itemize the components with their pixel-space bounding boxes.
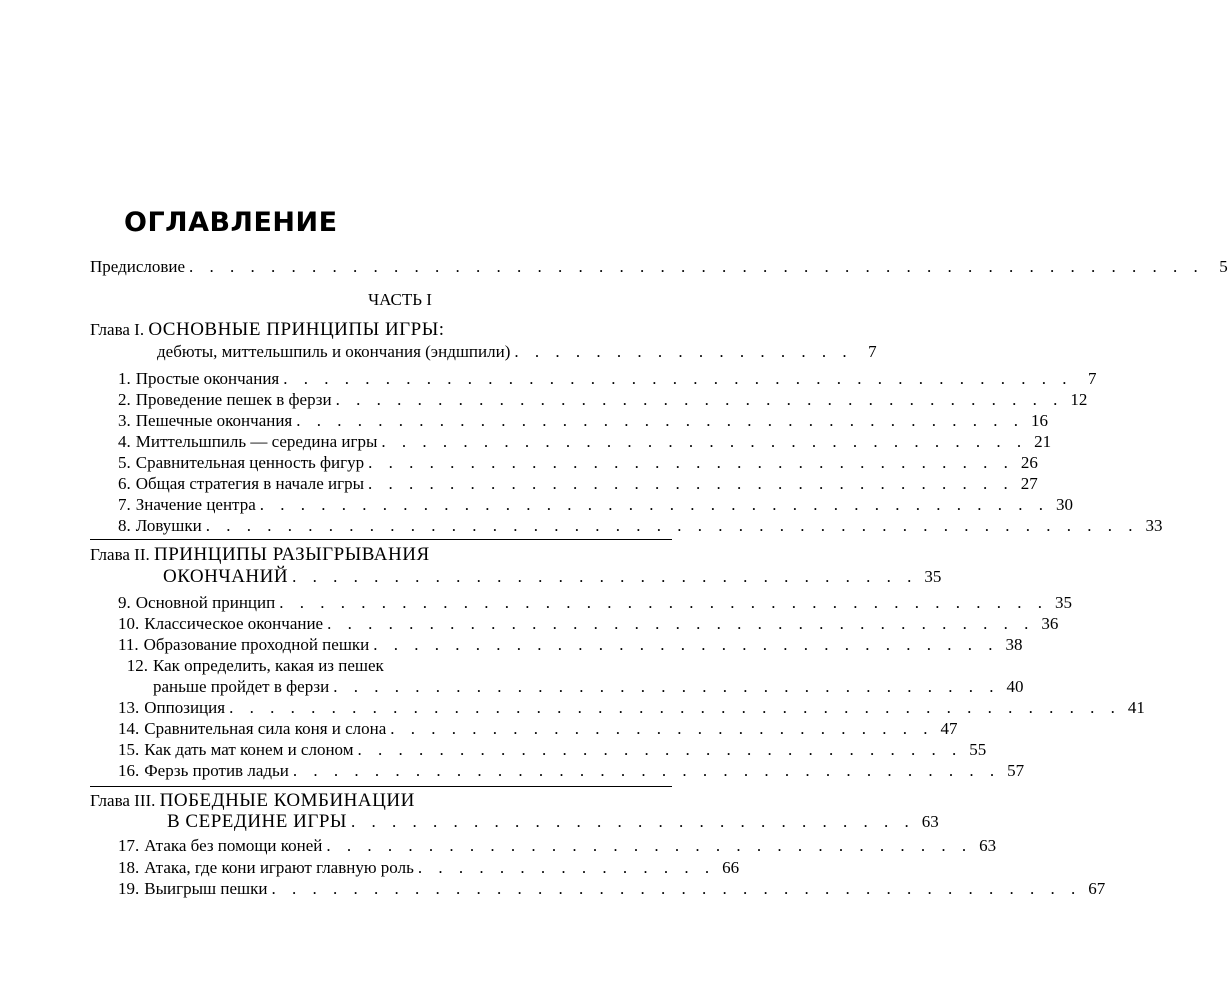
chapter-label: Глава III. — [90, 791, 156, 810]
leader-dots: . . . . . . . . . . . . . . . . . . . . . . . . . . . — [390, 719, 934, 738]
page-number: 63 — [979, 836, 997, 855]
entry-number: 12. — [126, 656, 148, 675]
leader-dots: . . . . . . . . . . . . . . . . . . . . . . . . . . . . . . . — [373, 635, 999, 654]
chapter-label: Глава II. — [90, 545, 150, 564]
leader-dots: . . . . . . . . . . . . . . . . . . . . . . . . . . . . . . . . . . . — [292, 761, 1001, 780]
entry-title: Предисловие — [90, 257, 186, 276]
entry-title: Ферзь против ладьи — [144, 761, 289, 780]
entry-title: Оппозиция — [144, 698, 226, 717]
entry-number: 1. — [118, 369, 131, 388]
page-number: 21 — [1034, 432, 1052, 451]
entry-title: Атака без помощи коней — [144, 836, 323, 855]
leader-dots: . . . . . . . . . . . . . . . — [417, 858, 716, 877]
leader-dots: . . . . . . . . . . . . . . . . . . . . . . . . . . . . . . . . — [368, 453, 1014, 472]
toc-heading: ОГЛАВЛЕНИЕ — [124, 207, 338, 238]
entry-number: 11. — [118, 635, 139, 654]
leader-dots: . . . . . . . . . . . . . . . . . . . . . . . . . . . . — [350, 812, 915, 831]
toc-entry[interactable] — [118, 515, 1163, 537]
entry-number: 4. — [118, 432, 131, 451]
chapter-heading — [90, 543, 430, 567]
leader-dots: . . . . . . . . . . . . . . . . . . . . . . . . . . . . . . . . . . . . . . — [279, 593, 1048, 612]
chapter-label: Глава I. — [90, 320, 145, 339]
leader-dots: . . . . . . . . . . . . . . . . . . . . . . . . . . . . . . . . . . . . . . . . — [271, 879, 1082, 898]
divider — [90, 539, 672, 540]
toc-entry-chapter-title[interactable] — [167, 810, 939, 834]
leader-dots: . . . . . . . . . . . . . . . . . . . . . . . . . . . . . . . . . — [333, 677, 1000, 696]
toc-entry-continued[interactable] — [153, 676, 1024, 698]
toc-entry[interactable] — [118, 857, 740, 879]
toc-entry-multiline[interactable] — [118, 655, 672, 677]
entry-number: 19. — [118, 879, 140, 898]
chapter-heading — [90, 318, 445, 342]
toc-entry[interactable] — [118, 718, 958, 740]
leader-dots: . . . . . . . . . . . . . . . . . . . . . . . . . . . . . . . . . . . . . . . . . . . . — [229, 698, 1121, 717]
toc-entry[interactable] — [118, 410, 1049, 432]
leader-dots: . . . . . . . . . . . . . . . . . . . . . . . . . . . . . . . . — [381, 432, 1028, 451]
entry-number: 16. — [118, 761, 140, 780]
chapter-title: ОСНОВНЫЕ ПРИНЦИПЫ ИГРЫ: — [148, 319, 445, 340]
entry-title: Значение центра — [135, 495, 256, 514]
leader-dots: . . . . . . . . . . . . . . . . . . . . . . . . . . . . . . . . — [368, 474, 1014, 493]
page-number: 63 — [921, 812, 939, 831]
page-number: 33 — [1145, 516, 1163, 535]
chapter-title: ПОБЕДНЫЕ КОМБИНАЦИИ — [159, 790, 415, 811]
page-number: 7 — [868, 342, 877, 361]
entry-number: 7. — [118, 495, 131, 514]
page-number: 12 — [1070, 390, 1088, 409]
page-number: 40 — [1006, 677, 1024, 696]
page-number: 5 — [1219, 257, 1228, 276]
entry-title: Как определить, какая из пешек — [153, 656, 384, 675]
toc-entry[interactable] — [118, 835, 997, 857]
entry-title: Общая стратегия в начале игры — [135, 474, 365, 493]
page-number: 67 — [1088, 879, 1106, 898]
leader-dots: . . . . . . . . . . . . . . . . . . . . . . . . . . . . . . . . . . . . — [335, 390, 1064, 409]
entry-number: 9. — [118, 593, 131, 612]
entry-number: 17. — [118, 836, 140, 855]
chapter-title: ПРИНЦИПЫ РАЗЫГРЫВАНИЯ — [154, 544, 430, 565]
page-number: 35 — [1054, 593, 1072, 612]
page-number: 36 — [1041, 614, 1059, 633]
toc-entry[interactable] — [118, 368, 1097, 390]
entry-number: 18. — [118, 858, 140, 877]
entry-number: 5. — [118, 453, 131, 472]
page-number: 26 — [1020, 453, 1038, 472]
toc-entry-chapter-subtitle[interactable] — [157, 341, 877, 363]
entry-title: Миттельшпиль — середина игры — [135, 432, 378, 451]
leader-dots: . . . . . . . . . . . . . . . . . . . . . . . . . . . . . . . . — [326, 836, 973, 855]
leader-dots: . . . . . . . . . . . . . . . . . . . . . . . . . . . . . . — [357, 740, 963, 759]
entry-title: Сравнительная сила коня и слона — [144, 719, 387, 738]
toc-entry[interactable] — [118, 613, 1059, 635]
entry-number: 6. — [118, 474, 131, 493]
entry-title: Образование проходной пешки — [143, 635, 370, 654]
toc-entry[interactable] — [118, 739, 987, 761]
page-number: 47 — [940, 719, 958, 738]
leader-dots: . . . . . . . . . . . . . . . . . . . . . . . . . . . . . . . — [292, 567, 918, 586]
entry-number: 8. — [118, 516, 131, 535]
entry-title: Сравнительная ценность фигур — [135, 453, 365, 472]
page-number: 30 — [1056, 495, 1073, 514]
chapter-title-continued: ОКОНЧАНИЙ — [163, 566, 289, 587]
toc-entry-preface[interactable] — [90, 256, 1228, 278]
entry-title: Выигрыш пешки — [144, 879, 268, 898]
entry-title: Атака, где кони играют главную роль — [144, 858, 414, 877]
entry-number: 14. — [118, 719, 140, 738]
page-number: 7 — [1088, 369, 1097, 388]
entry-title: Простые окончания — [135, 369, 280, 388]
page-number: 38 — [1005, 635, 1023, 654]
leader-dots: . . . . . . . . . . . . . . . . . — [514, 342, 853, 361]
toc-entry[interactable] — [118, 878, 1106, 900]
toc-entry[interactable] — [118, 592, 1072, 614]
leader-dots: . . . . . . . . . . . . . . . . . . . . . . . . . . . . . . . . . . . . . . . . . . . . . . . . . . — [189, 257, 1204, 276]
part-heading: ЧАСТЬ I — [368, 290, 432, 309]
entry-number: 10. — [118, 614, 140, 633]
leader-dots: . . . . . . . . . . . . . . . . . . . . . . . . . . . . . . . . . . . . — [296, 411, 1025, 430]
entry-title: Проведение пешек в ферзи — [135, 390, 332, 409]
toc-entry[interactable] — [118, 760, 1025, 782]
toc-entry-chapter-title[interactable] — [163, 565, 942, 589]
page-number: 16 — [1031, 411, 1049, 430]
entry-title: Пешечные окончания — [135, 411, 293, 430]
toc-entry[interactable] — [118, 697, 1145, 719]
toc-entry[interactable] — [118, 634, 1023, 656]
page-number: 55 — [969, 740, 987, 759]
page-number: 57 — [1007, 761, 1025, 780]
leader-dots: . . . . . . . . . . . . . . . . . . . . . . . . . . . . . . . . . . . . . . . . . . . . . . — [205, 516, 1139, 535]
leader-dots: . . . . . . . . . . . . . . . . . . . . . . . . . . . . . . . . . . . — [327, 614, 1035, 633]
toc-entry[interactable] — [118, 473, 1038, 495]
entry-title-continued: раньше пройдет в ферзи — [153, 677, 330, 696]
entry-number: 3. — [118, 411, 131, 430]
entry-number: 13. — [118, 698, 140, 717]
page-number: 35 — [924, 567, 942, 586]
leader-dots: . . . . . . . . . . . . . . . . . . . . . . . . . . . . . . . . . . . . . . . — [283, 369, 1073, 388]
toc-entry[interactable] — [118, 431, 1052, 453]
toc-entry[interactable] — [118, 389, 1088, 411]
entry-title: Как дать мат конем и слоном — [144, 740, 354, 759]
chapter-subtitle: дебюты, миттельшпиль и окончания (эндшпили) — [157, 342, 511, 361]
entry-title: Основной принцип — [135, 593, 276, 612]
entry-number: 2. — [118, 390, 131, 409]
page-number: 27 — [1020, 474, 1038, 493]
toc-entry[interactable] — [118, 452, 1038, 474]
divider — [90, 786, 672, 787]
entry-title: Ловушки — [135, 516, 202, 535]
entry-number: 15. — [118, 740, 140, 759]
leader-dots: . . . . . . . . . . . . . . . . . . . . . . . . . . . . . . . . . . . . . . . — [259, 495, 1049, 514]
chapter-title-continued: В СЕРЕДИНЕ ИГРЫ — [167, 811, 347, 832]
entry-title: Классическое окончание — [144, 614, 324, 633]
page-number: 66 — [722, 858, 740, 877]
page-number: 41 — [1127, 698, 1145, 717]
toc-entry[interactable] — [118, 494, 1073, 516]
